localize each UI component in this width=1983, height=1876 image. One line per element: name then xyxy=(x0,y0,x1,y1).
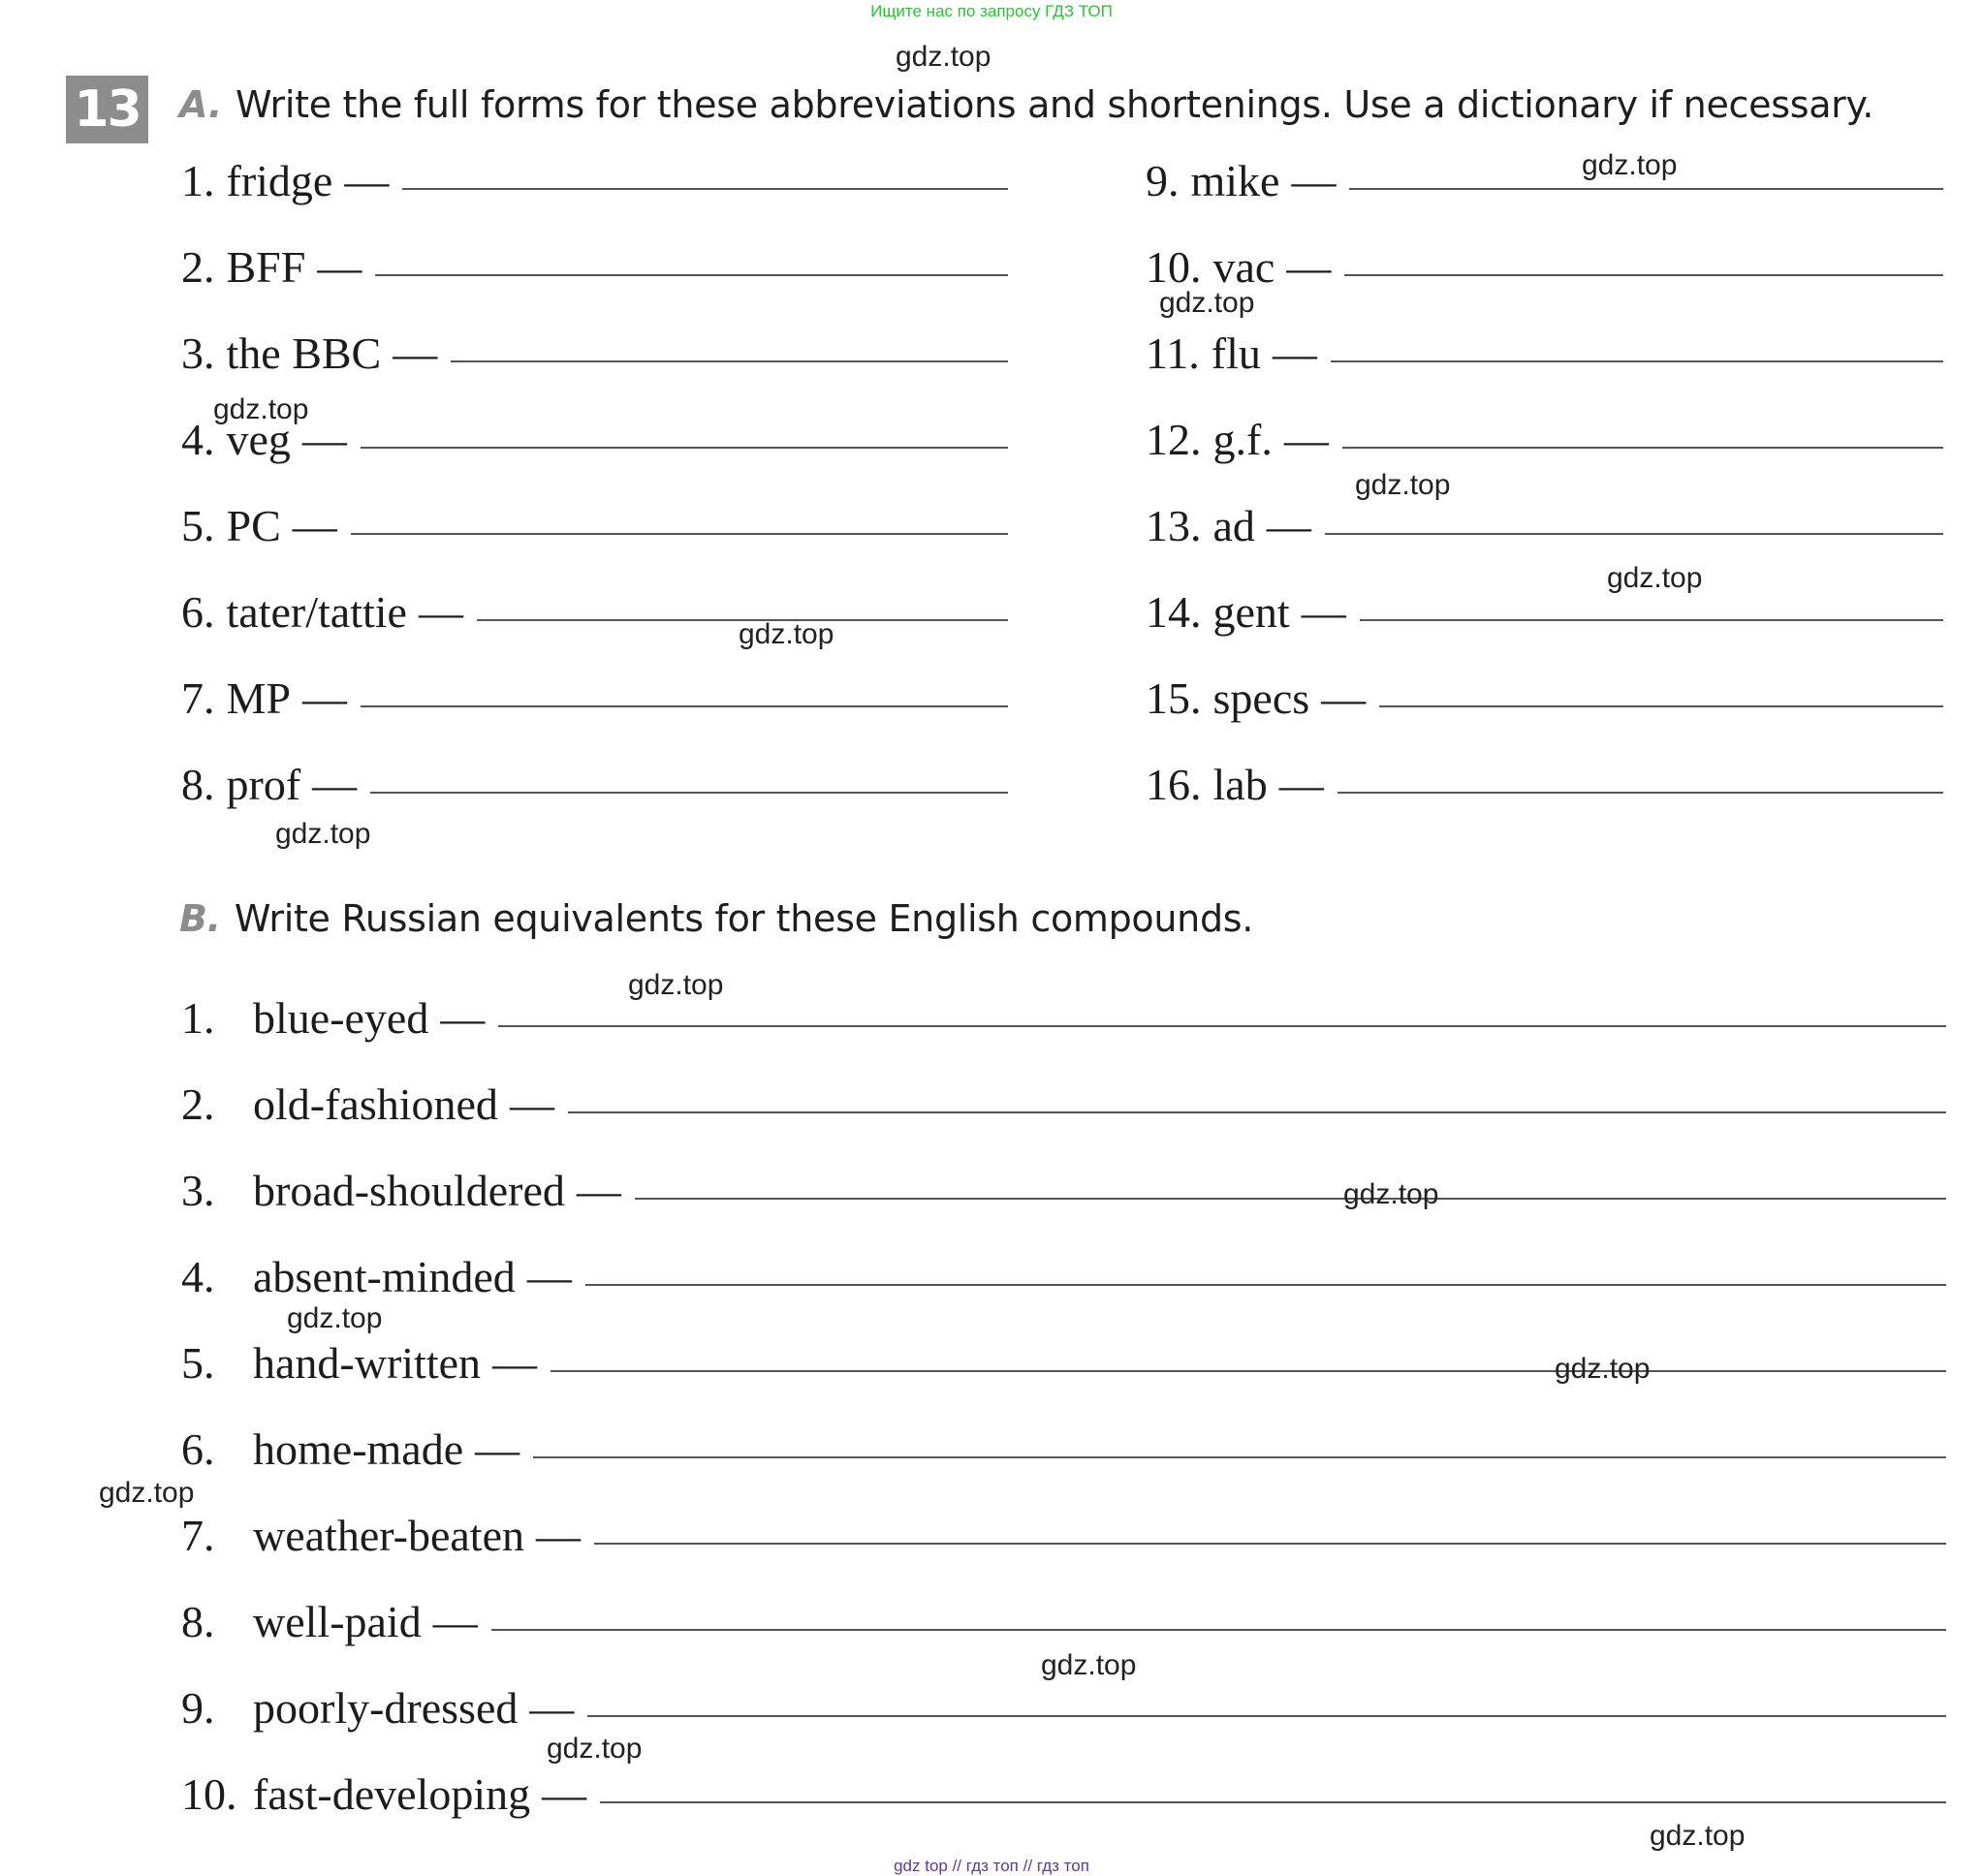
watermark: gdz.top xyxy=(896,41,992,73)
item-number: 4. xyxy=(181,415,215,464)
answer-line[interactable] xyxy=(402,188,1008,190)
item-number: 16. xyxy=(1146,760,1202,809)
answer-line[interactable] xyxy=(351,533,1008,535)
item-dash: — xyxy=(1286,242,1332,292)
answer-line[interactable] xyxy=(370,792,1008,794)
item-dash: — xyxy=(542,1769,587,1819)
exercise-item xyxy=(181,1337,1946,1389)
item-term: lab xyxy=(1212,760,1268,809)
item-dash: — xyxy=(509,1079,554,1129)
exercise-item xyxy=(181,1251,1946,1302)
item-dash: — xyxy=(344,156,390,205)
exercise-item xyxy=(181,155,1008,206)
item-term: MP xyxy=(226,673,291,723)
answer-line[interactable] xyxy=(361,447,1008,449)
answer-line[interactable] xyxy=(635,1198,1946,1200)
section-a-instruction: Write the full forms for these abbreviations and shortenings. Use a dictionary if necessary. xyxy=(235,83,1874,126)
item-dash: — xyxy=(393,328,438,378)
item-term: hand-written xyxy=(253,1338,482,1388)
item-dash: — xyxy=(529,1683,575,1733)
item-dash: — xyxy=(536,1511,581,1560)
top-search-link[interactable]: Ищите нас по запросу ГДЗ ТОП xyxy=(870,2,1113,20)
item-number: 14. xyxy=(1146,587,1202,637)
item-dash: — xyxy=(576,1166,621,1215)
exercise-item xyxy=(1146,500,1943,551)
item-number: 7. xyxy=(181,1511,215,1560)
watermark: gdz.top xyxy=(99,1477,195,1509)
watermark: gdz.top xyxy=(1355,469,1451,501)
exercise-item xyxy=(181,1079,1946,1130)
item-term: fast-developing xyxy=(253,1769,531,1819)
item-number: 11. xyxy=(1146,328,1200,378)
answer-line[interactable] xyxy=(568,1111,1946,1113)
item-dash: — xyxy=(492,1338,538,1388)
watermark: gdz.top xyxy=(1159,287,1255,319)
exercise-item xyxy=(1146,414,1943,465)
answer-line[interactable] xyxy=(491,1629,1946,1631)
exercise-item xyxy=(181,1682,1946,1734)
item-term: vac xyxy=(1212,242,1275,292)
item-number: 1. xyxy=(181,993,215,1043)
exercise-item xyxy=(181,241,1008,293)
item-term: absent-minded xyxy=(253,1252,516,1301)
answer-line[interactable] xyxy=(1360,619,1943,621)
answer-line[interactable] xyxy=(1344,274,1943,276)
item-number: 10. xyxy=(181,1769,237,1819)
item-dash: — xyxy=(317,242,362,292)
section-b-instruction: Write Russian equivalents for these English compounds. xyxy=(234,897,1254,940)
item-dash: — xyxy=(418,587,463,637)
item-number: 5. xyxy=(181,501,215,550)
item-term: poorly-dressed xyxy=(253,1683,519,1733)
item-dash: — xyxy=(1301,587,1346,637)
answer-line[interactable] xyxy=(533,1456,1946,1458)
answer-line[interactable] xyxy=(1349,188,1943,190)
item-term: veg xyxy=(226,415,291,464)
item-term: mike xyxy=(1190,156,1280,205)
item-term: weather-beaten xyxy=(253,1511,524,1560)
item-dash: — xyxy=(292,501,337,550)
item-term: old-fashioned xyxy=(253,1079,498,1129)
footer-links[interactable]: gdz top // гдз топ // гдз топ xyxy=(894,1857,1089,1875)
watermark: gdz.top xyxy=(275,818,371,850)
exercise-item xyxy=(181,1510,1946,1561)
item-dash: — xyxy=(440,993,486,1043)
item-term: blue-eyed xyxy=(253,993,429,1043)
item-dash: — xyxy=(301,415,347,464)
watermark: gdz.top xyxy=(213,393,309,425)
exercise-item xyxy=(181,672,1008,724)
answer-line[interactable] xyxy=(600,1801,1946,1803)
exercise-item xyxy=(1146,241,1943,293)
item-number: 8. xyxy=(181,760,215,809)
watermark: gdz.top xyxy=(628,969,724,1001)
section-a-letter: A. xyxy=(179,83,222,126)
exercise-item xyxy=(1146,586,1943,638)
item-dash: — xyxy=(301,673,347,723)
item-number: 2. xyxy=(181,1079,215,1129)
item-number: 15. xyxy=(1146,673,1202,723)
watermark: gdz.top xyxy=(1343,1178,1439,1210)
answer-line[interactable] xyxy=(594,1543,1946,1545)
item-dash: — xyxy=(526,1252,572,1301)
exercise-item xyxy=(1146,328,1943,379)
item-number: 12. xyxy=(1146,415,1202,464)
exercise-item xyxy=(181,1768,1946,1820)
item-number: 5. xyxy=(181,1338,215,1388)
exercise-item xyxy=(181,759,1008,810)
exercise-number-badge: 13 xyxy=(66,76,148,143)
watermark: gdz.top xyxy=(287,1302,383,1334)
item-term: broad-shouldered xyxy=(253,1166,565,1215)
item-dash: — xyxy=(475,1424,520,1474)
exercise-item xyxy=(181,328,1008,379)
item-dash: — xyxy=(1266,501,1311,550)
answer-line[interactable] xyxy=(498,1025,1946,1027)
item-term: g.f. xyxy=(1212,415,1273,464)
exercise-item xyxy=(181,1165,1946,1216)
watermark: gdz.top xyxy=(1607,562,1703,594)
item-number: 1. xyxy=(181,156,215,205)
item-dash: — xyxy=(1272,328,1317,378)
section-b-heading xyxy=(179,897,1253,940)
exercise-item xyxy=(181,1423,1946,1475)
exercise-item xyxy=(181,500,1008,551)
section-b-letter: B. xyxy=(179,897,221,940)
item-dash: — xyxy=(1283,415,1329,464)
item-term: specs xyxy=(1212,673,1310,723)
item-term: prof xyxy=(226,760,301,809)
watermark: gdz.top xyxy=(1582,149,1678,181)
watermark: gdz.top xyxy=(1555,1353,1651,1385)
item-number: 6. xyxy=(181,587,215,637)
item-term: ad xyxy=(1212,501,1255,550)
watermark: gdz.top xyxy=(1650,1820,1746,1852)
item-number: 10. xyxy=(1146,242,1202,292)
item-number: 3. xyxy=(181,328,215,378)
answer-line[interactable] xyxy=(451,360,1008,362)
exercise-item xyxy=(181,1596,1946,1647)
exercise-item xyxy=(181,586,1008,638)
item-term: tater/tattie xyxy=(226,587,407,637)
answer-line[interactable] xyxy=(551,1370,1946,1372)
item-dash: — xyxy=(432,1597,478,1646)
item-number: 3. xyxy=(181,1166,215,1215)
exercise-item xyxy=(1146,672,1943,724)
item-dash: — xyxy=(1291,156,1337,205)
watermark: gdz.top xyxy=(739,618,834,650)
exercise-item xyxy=(181,992,1946,1044)
item-term: well-paid xyxy=(253,1597,422,1646)
item-number: 7. xyxy=(181,673,215,723)
item-term: flu xyxy=(1211,328,1261,378)
exercise-item xyxy=(1146,155,1943,206)
exercise-item xyxy=(1146,759,1943,810)
answer-line[interactable] xyxy=(1325,533,1943,535)
answer-line[interactable] xyxy=(587,1715,1946,1717)
answer-line[interactable] xyxy=(585,1284,1946,1286)
item-dash: — xyxy=(312,760,358,809)
item-number: 4. xyxy=(181,1252,215,1301)
item-term: fridge xyxy=(226,156,333,205)
item-term: home-made xyxy=(253,1424,464,1474)
answer-line[interactable] xyxy=(1342,447,1943,449)
answer-line[interactable] xyxy=(361,705,1008,707)
item-term: the BBC xyxy=(226,328,382,378)
answer-line[interactable] xyxy=(1331,360,1943,362)
section-a-heading xyxy=(179,83,1873,126)
item-number: 8. xyxy=(181,1597,215,1646)
item-number: 2. xyxy=(181,242,215,292)
answer-line[interactable] xyxy=(1379,705,1943,707)
watermark: gdz.top xyxy=(1041,1649,1137,1681)
item-term: gent xyxy=(1212,587,1290,637)
item-term: PC xyxy=(226,501,281,550)
item-number: 6. xyxy=(181,1424,215,1474)
item-number: 9. xyxy=(1146,156,1180,205)
answer-line[interactable] xyxy=(375,274,1008,276)
item-term: BFF xyxy=(226,242,306,292)
answer-line[interactable] xyxy=(1338,792,1943,794)
watermark: gdz.top xyxy=(547,1733,643,1765)
item-dash: — xyxy=(1321,673,1367,723)
item-dash: — xyxy=(1278,760,1324,809)
item-number: 9. xyxy=(181,1683,215,1733)
item-number: 13. xyxy=(1146,501,1202,550)
